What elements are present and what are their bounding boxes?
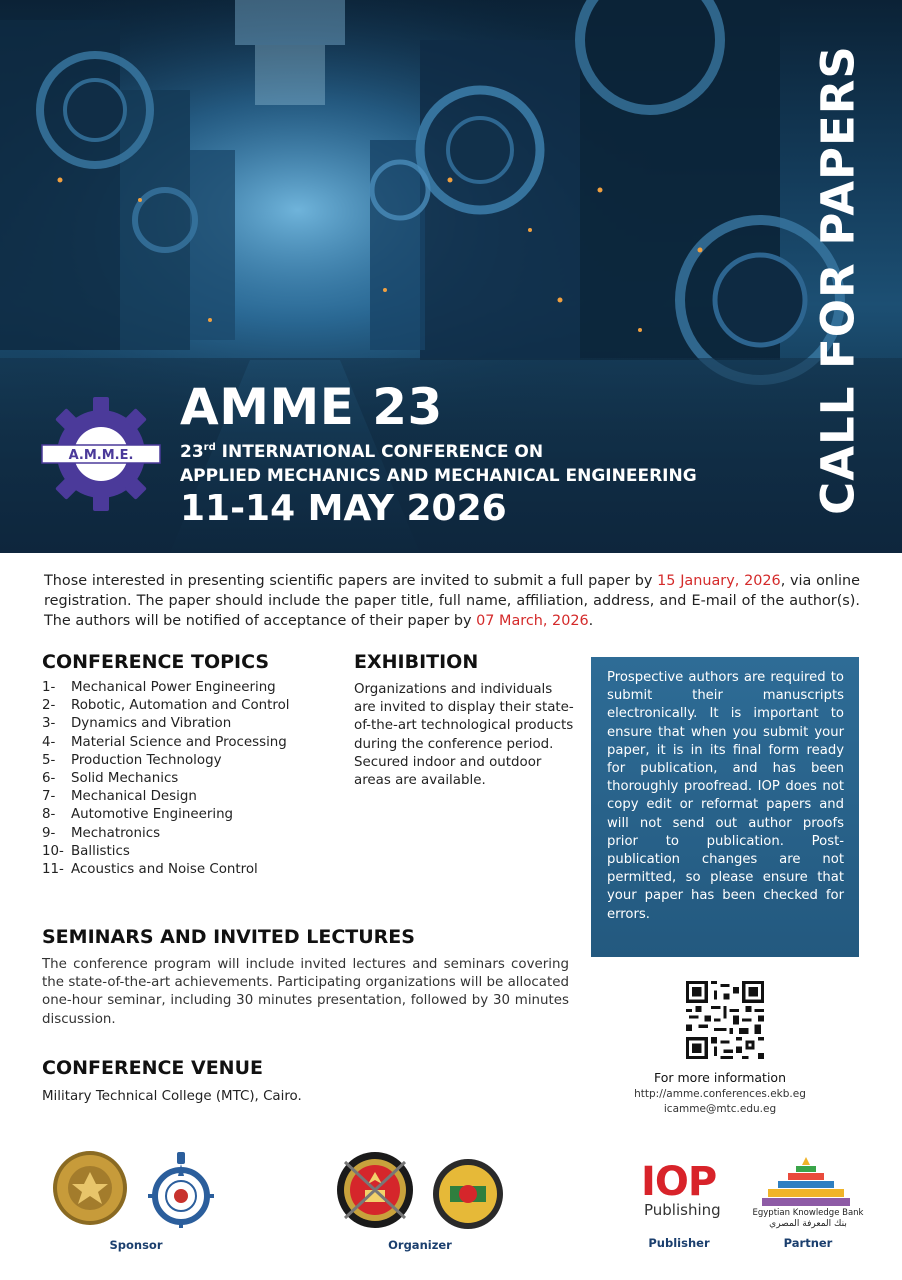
organizer-caption: Organizer (388, 1238, 452, 1252)
author-notice-text: Prospective authors are required to submit their manuscripts electronically. It is important to ensure that when you submit your paper, it is in its final form ready for publication, and has been thoroughly proofread. IOP does not copy edit or reformat papers and will not send out author proofs prior to publication. Post-publication changes are not permitted, so please ensure that your paper has been checked for errors. (607, 670, 844, 922)
intro-text-3: . (588, 613, 594, 629)
amme-logo-text: A.M.M.E. (68, 448, 134, 463)
ekb-arabic-name: بنك المعرفة المصري (769, 1219, 847, 1229)
publisher-caption: Publisher (648, 1236, 710, 1250)
topic-number: 9- (42, 825, 56, 841)
organizer-center-logo (432, 1158, 504, 1230)
topic-item (42, 825, 290, 843)
topic-label: Mechatronics (71, 825, 161, 841)
conference-email-link[interactable]: icamme@mtc.edu.eg (663, 1103, 777, 1115)
submission-deadline: 15 January, 2026 (657, 573, 781, 589)
topic-label: Solid Mechanics (71, 771, 179, 787)
iop-logo-text: IOP (641, 1159, 717, 1205)
topic-label: Production Technology (71, 752, 222, 768)
hero-banner (0, 0, 902, 553)
sponsor-caption: Sponsor (109, 1238, 163, 1252)
conference-title-line1-text: INTERNATIONAL CONFERENCE ON (215, 442, 544, 462)
conference-title-line2: APPLIED MECHANICS AND MECHANICAL ENGINEERING (180, 466, 697, 486)
topic-number: 2- (42, 698, 56, 714)
topic-number: 8- (42, 807, 56, 823)
topics-heading: CONFERENCE TOPICS (42, 651, 270, 673)
topic-label: Mechanical Design (71, 789, 197, 805)
topic-item (42, 861, 290, 879)
conference-ordinal-suffix: rd (203, 442, 216, 453)
ekb-english-name: Egyptian Knowledge Bank (752, 1208, 864, 1218)
iop-publishing-text: Publishing (644, 1201, 721, 1219)
topic-item (42, 752, 290, 770)
exhibition-text: Organizations and individuals are invited to display their state-of-the-art technological products during the conference period. Secured indoor and outdoor areas are available. (354, 682, 574, 789)
topic-label: Mechanical Power Engineering (71, 680, 276, 695)
sponsor-seal-logo (52, 1150, 128, 1226)
topic-number: 4- (42, 734, 56, 750)
topic-label: Dynamics and Vibration (71, 716, 232, 732)
topic-item (42, 843, 290, 861)
amme-gear-logo (40, 393, 162, 515)
organizer-mtc-logo (335, 1150, 415, 1230)
more-info-heading: For more information (653, 1070, 786, 1085)
topic-label: Ballistics (71, 843, 130, 859)
topic-item (42, 715, 290, 733)
topic-item (42, 679, 290, 697)
conference-dates: 11-14 MAY 2026 (180, 488, 507, 529)
topic-number: 3- (42, 716, 56, 732)
intro-text-1: Those interested in presenting scientific papers are invited to submit a full paper by (44, 573, 658, 589)
intro-text-2: , via online registration. The paper should include the paper title, full name, affiliation, address, and E-mail of the author(s). The authors will be notified of acceptance of their paper by (44, 573, 861, 629)
partner-caption: Partner (783, 1236, 833, 1250)
intro-paragraph (44, 571, 860, 631)
exhibition-heading: EXHIBITION (354, 651, 479, 673)
call-for-papers-title: CALL FOR PAPERS (811, 45, 865, 515)
topic-number: 11- (42, 862, 64, 878)
venue-heading: CONFERENCE VENUE (42, 1057, 263, 1079)
conference-title-line1 (180, 442, 543, 462)
topic-item (42, 788, 290, 806)
topic-number: 5- (42, 752, 56, 768)
topic-item (42, 806, 290, 824)
topic-number: 7- (42, 789, 56, 805)
topic-number: 10- (42, 843, 64, 859)
author-notice-box (591, 657, 859, 957)
topics-list (42, 679, 290, 879)
qr-code[interactable] (686, 981, 764, 1059)
topic-item (42, 697, 290, 715)
topic-number: 6- (42, 771, 56, 787)
topic-label: Robotic, Automation and Control (71, 698, 290, 714)
seminars-text: The conference program will include invited lectures and seminars covering the state-of-the-art achievements. Participating organizations will be allocated one-hour seminar, including 30 minutes presentation, followed by 30 minutes discussion. (42, 957, 569, 1027)
topic-label: Material Science and Processing (71, 734, 287, 750)
conference-website-link[interactable]: http://amme.conferences.ekb.eg (634, 1088, 806, 1100)
conference-acronym: AMME 23 (180, 378, 443, 436)
seminars-heading: SEMINARS AND INVITED LECTURES (42, 926, 415, 948)
ekb-books-logo (760, 1155, 852, 1207)
topic-number: 1- (42, 680, 56, 695)
topic-item (42, 770, 290, 788)
venue-text: Military Technical College (MTC), Cairo. (42, 1089, 302, 1104)
topic-label: Acoustics and Noise Control (71, 862, 258, 878)
acceptance-date: 07 March, 2026 (476, 613, 589, 629)
conference-ordinal: 23 (180, 442, 204, 462)
topic-label: Automotive Engineering (71, 807, 234, 823)
sponsor-emblem-logo (146, 1150, 216, 1230)
topic-item (42, 734, 290, 752)
